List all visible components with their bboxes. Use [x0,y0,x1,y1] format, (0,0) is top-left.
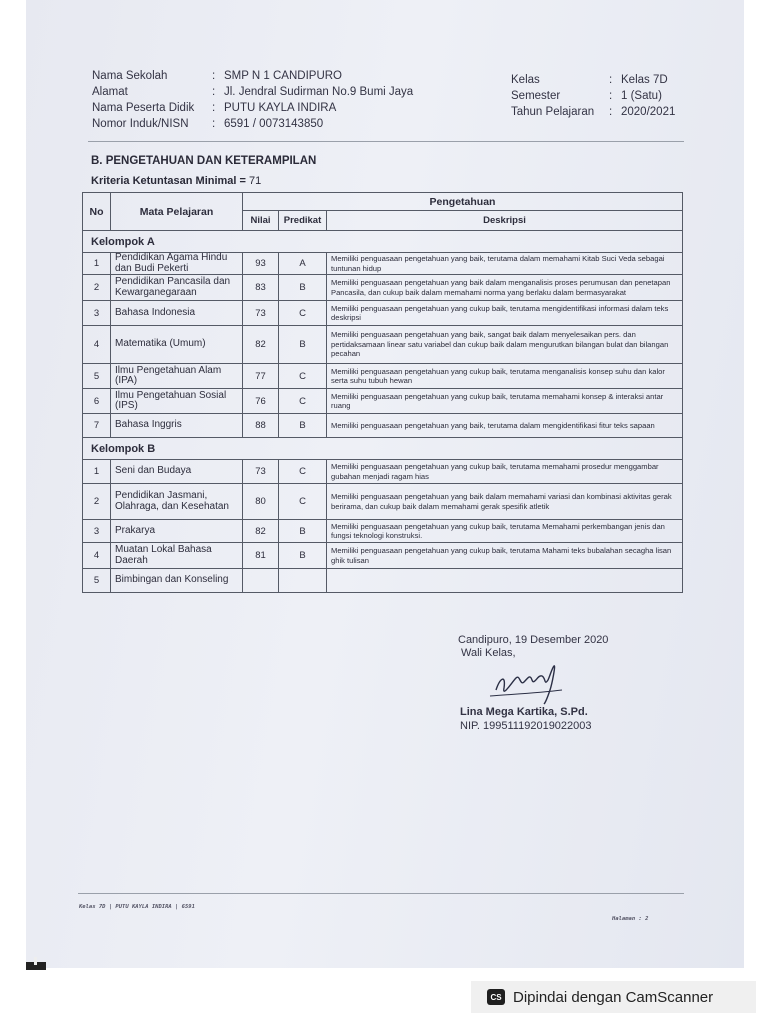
score-cell: 82 [243,326,279,364]
camscanner-icon: CS [487,989,505,1005]
footer-divider [78,893,684,894]
section-title: B. PENGETAHUAN DAN KETERAMPILAN [91,155,317,167]
colon-separator: : [609,106,613,118]
info-left-label: Nama Sekolah [92,70,168,82]
info-right-label: Semester [511,90,561,102]
description-cell: Memiliki penguasaan pengetahuan yang cukup baik, terutama menganalisis konsep suhu dan kalor serta suhu tubuh hewan [327,364,683,389]
col-knowledge-header: Pengetahuan [243,193,683,211]
col-score-header: Nilai [243,211,279,231]
info-left-value: PUTU KAYLA INDIRA [224,102,337,114]
teacher-nip: NIP. 199511192019022003 [460,720,592,732]
subject-name: Matematika (Umum) [111,326,243,364]
row-number: 4 [83,543,111,569]
description-cell: Memiliki penguasaan pengetahuan yang baik dalam memahami variasi dan kombinasi aktivitas gerak berirama, dan cukup baik dalam memahami gerak spesifik atletik [327,484,683,520]
subject-name: Seni dan Budaya [111,460,243,484]
grades-body [83,231,683,593]
camscanner-text: Dipindai dengan CamScanner [513,988,714,1006]
group-row [83,438,683,460]
kkm-label: Kriteria Ketuntasan Minimal = [91,175,246,187]
camscanner-badge [471,981,756,1013]
score-cell: 88 [243,414,279,438]
table-row [83,543,683,569]
predicate-cell [279,569,327,593]
kkm-value: 71 [249,175,262,187]
colon-separator: : [212,118,216,130]
group-name: Kelompok A [83,231,683,253]
row-number: 7 [83,414,111,438]
info-right-row [511,72,711,88]
info-left-row [92,68,452,84]
student-info-left [92,68,452,132]
table-row [83,253,683,275]
table-row [83,301,683,326]
kkm-line [91,175,261,187]
description-cell: Memiliki penguasaan pengetahuan yang cukup baik, terutama Memahami perkembangan jenis dan fungsi teknologi konstruksi. [327,520,683,543]
info-left-row [92,100,452,116]
score-cell: 93 [243,253,279,275]
score-cell: 73 [243,460,279,484]
predicate-cell: C [279,364,327,389]
predicate-cell: C [279,301,327,326]
colon-separator: : [212,102,216,114]
colon-separator: : [609,74,613,86]
predicate-cell: A [279,253,327,275]
group-name: Kelompok B [83,438,683,460]
teacher-name: Lina Mega Kartika, S.Pd. [460,706,588,718]
predicate-cell: B [279,275,327,301]
score-cell: 73 [243,301,279,326]
table-row [83,520,683,543]
row-number: 5 [83,364,111,389]
row-number: 3 [83,301,111,326]
row-number: 2 [83,484,111,520]
info-right-value: 2020/2021 [621,106,676,118]
sign-place-date: Candipuro, 19 Desember 2020 [458,634,609,646]
colon-separator: : [212,86,216,98]
predicate-cell: B [279,543,327,569]
row-number: 2 [83,275,111,301]
subject-name: Ilmu Pengetahuan Sosial (IPS) [111,389,243,414]
info-left-value: Jl. Jendral Sudirman No.9 Bumi Jaya [224,86,414,98]
subject-name: Bahasa Inggris [111,414,243,438]
score-cell: 82 [243,520,279,543]
footer-left: Kelas 7D | PUTU KAYLA INDIRA | 6591 [79,904,195,910]
score-cell: 83 [243,275,279,301]
subject-name: Bahasa Indonesia [111,301,243,326]
info-left-value: SMP N 1 CANDIPURO [224,70,343,82]
row-number: 1 [83,460,111,484]
col-predicate-header: Predikat [279,211,327,231]
score-cell: 80 [243,484,279,520]
subject-name: Ilmu Pengetahuan Alam (IPA) [111,364,243,389]
info-left-value: 6591 / 0073143850 [224,118,324,130]
description-cell: Memiliki penguasaan pengetahuan yang cukup baik, terutama memahami prosedur menggambar gubahan menjadi ragam hias [327,460,683,484]
info-left-label: Alamat [92,86,128,98]
info-left-label: Nomor Induk/NISN [92,118,189,130]
predicate-cell: C [279,389,327,414]
predicate-cell: B [279,326,327,364]
info-left-row [92,84,452,100]
description-cell: Memiliki penguasaan pengetahuan yang baik, sangat baik dalam menyelesaikan pers. dan pertidaksamaan linear satu variabel dan cukup baik dalam mengurutkan bilangan bulat dan bilangan pecahan [327,326,683,364]
description-cell: Memiliki penguasaan pengetahuan yang cukup baik, terutama mengidentifikasi informasi dalam teks deskripsi [327,301,683,326]
description-cell: Memiliki penguasaan pengetahuan yang cukup baik, terutama memahami konsep & interaksi antar ruang [327,389,683,414]
description-cell: Memiliki penguasaan pengetahuan yang cukup baik, terutama Mahami teks bubalahan secagha lisan ghik tulisan [327,543,683,569]
info-right-label: Tahun Pelajaran [511,106,595,118]
description-cell: Memiliki penguasaan pengetahuan yang baik, terutama dalam mengidentifikasi fitur teks sapaan [327,414,683,438]
grades-table [82,192,683,593]
info-right-value: Kelas 7D [621,74,668,86]
subject-name: Pendidikan Agama Hindu dan Budi Pekerti [111,253,243,275]
table-row [83,326,683,364]
sign-role: Wali Kelas, [461,647,516,659]
row-number: 5 [83,569,111,593]
table-row [83,460,683,484]
subject-name: Muatan Lokal Bahasa Daerah [111,543,243,569]
col-subject-header: Mata Pelajaran [111,193,243,231]
table-row [83,484,683,520]
handwritten-signature [486,660,566,706]
table-row [83,569,683,593]
colon-separator: : [212,70,216,82]
info-right-row [511,88,711,104]
row-number: 1 [83,253,111,275]
row-number: 6 [83,389,111,414]
score-cell: 77 [243,364,279,389]
description-cell [327,569,683,593]
table-row [83,389,683,414]
col-no-header: No [83,193,111,231]
col-description-header: Deskripsi [327,211,683,231]
predicate-cell: C [279,460,327,484]
scan-edge-shadow [26,962,46,970]
subject-name: Prakarya [111,520,243,543]
info-right-row [511,104,711,120]
predicate-cell: B [279,520,327,543]
info-left-row [92,116,452,132]
footer-page: Halaman : 2 [612,916,649,922]
subject-name: Bimbingan dan Konseling [111,569,243,593]
subject-name: Pendidikan Jasmani, Olahraga, dan Kesehatan [111,484,243,520]
predicate-cell: B [279,414,327,438]
row-number: 4 [83,326,111,364]
score-cell [243,569,279,593]
header-divider [88,141,684,142]
info-right-label: Kelas [511,74,540,86]
score-cell: 81 [243,543,279,569]
predicate-cell: C [279,484,327,520]
description-cell: Memiliki penguasaan pengetahuan yang baik, terutama dalam memahami Kitab Suci Veda sebagai tuntunan hidup [327,253,683,275]
info-right-value: 1 (Satu) [621,90,662,102]
table-row [83,364,683,389]
subject-name: Pendidikan Pancasila dan Kewarganegaraan [111,275,243,301]
info-left-label: Nama Peserta Didik [92,102,195,114]
score-cell: 76 [243,389,279,414]
description-cell: Memiliki penguasaan pengetahuan yang baik dalam menganalisis proses perumusan dan penetapan Pancasila, dan cukup baik dalam memahami norma yang berlaku dalam bermasyarakat [327,275,683,301]
table-row [83,275,683,301]
row-number: 3 [83,520,111,543]
group-row [83,231,683,253]
colon-separator: : [609,90,613,102]
student-info-right [511,72,711,120]
table-row [83,414,683,438]
